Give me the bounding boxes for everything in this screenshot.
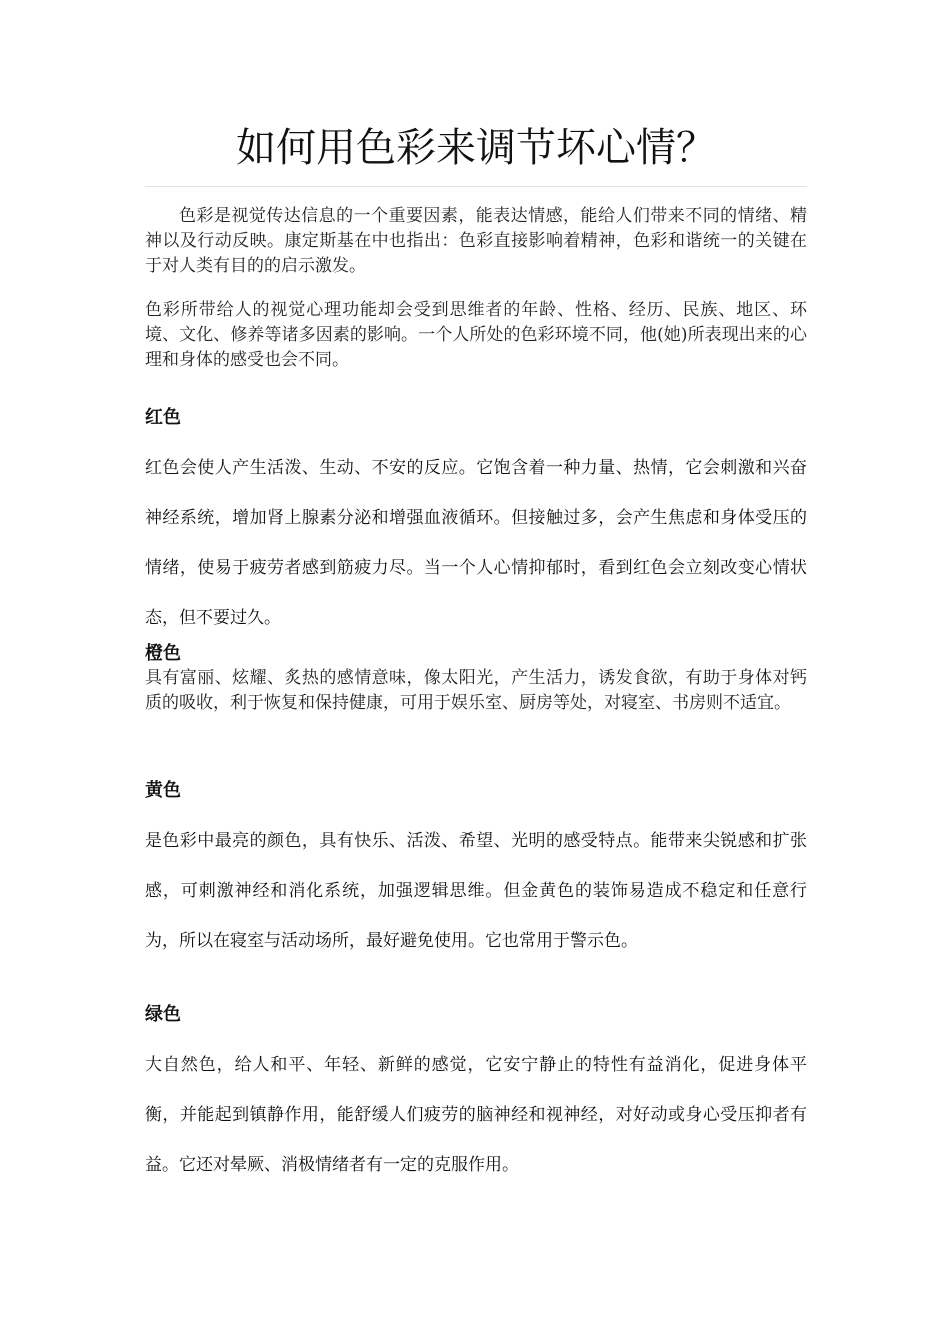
intro-paragraph-1: 色彩是视觉传达信息的一个重要因素，能表达情感，能给人们带来不同的情绪、精神以及行动反映。康定斯基在中也指出：色彩直接影响着精神，色彩和谐统一的关键在于对人类有目的的启示激发。: [145, 206, 807, 276]
section-text-yellow: 是色彩中最亮的颜色，具有快乐、活泼、希望、光明的感受特点。能带来尖锐感和扩张感，可刺激神经和消化系统，加强逻辑思维。但金黄色的装饰易造成不稳定和任意行为，所以在寝室与活动场所，最好避免使用。它也常用于警示色。: [145, 831, 807, 951]
section-heading-green: 绿色: [145, 1004, 181, 1025]
section-text-green: 大自然色，给人和平、年轻、新鲜的感觉，它安宁静止的特性有益消化，促进身体平衡，并能起到镇静作用，能舒缓人们疲劳的脑神经和视神经，对好动或身心受压抑者有益。它还对晕厥、消极情绪者有一定的克服作用。: [145, 1055, 807, 1175]
section-text-orange: 具有富丽、炫耀、炙热的感情意味，像太阳光，产生活力，诱发食欲，有助于身体对钙质的吸收，利于恢复和保持健康，可用于娱乐室、厨房等处，对寝室、书房则不适宜。: [145, 668, 807, 713]
section-heading-orange: 橙色: [145, 643, 181, 664]
section-text-red: 红色会使人产生活泼、生动、不安的反应。它饱含着一种力量、热情，它会刺激和兴奋神经系统，增加肾上腺素分泌和增强血液循环。但接触过多，会产生焦虑和身体受压的情绪，使易于疲劳者感到筋疲力尽。当一个人心情抑郁时，看到红色会立刻改变心情状态，但不要过久。: [145, 458, 807, 628]
page-title: 如何用色彩来调节坏心情？: [236, 125, 716, 171]
section-heading-red: 红色: [145, 407, 181, 428]
intro-paragraph-2: 色彩所带给人的视觉心理功能却会受到思维者的年龄、性格、经历、民族、地区、环境、文化、修养等诸多因素的影响。一个人所处的色彩环境不同，他(她)所表现出来的心理和身体的感受也会不同。: [145, 300, 807, 370]
title-divider: [145, 186, 807, 187]
section-heading-yellow: 黄色: [145, 780, 181, 801]
